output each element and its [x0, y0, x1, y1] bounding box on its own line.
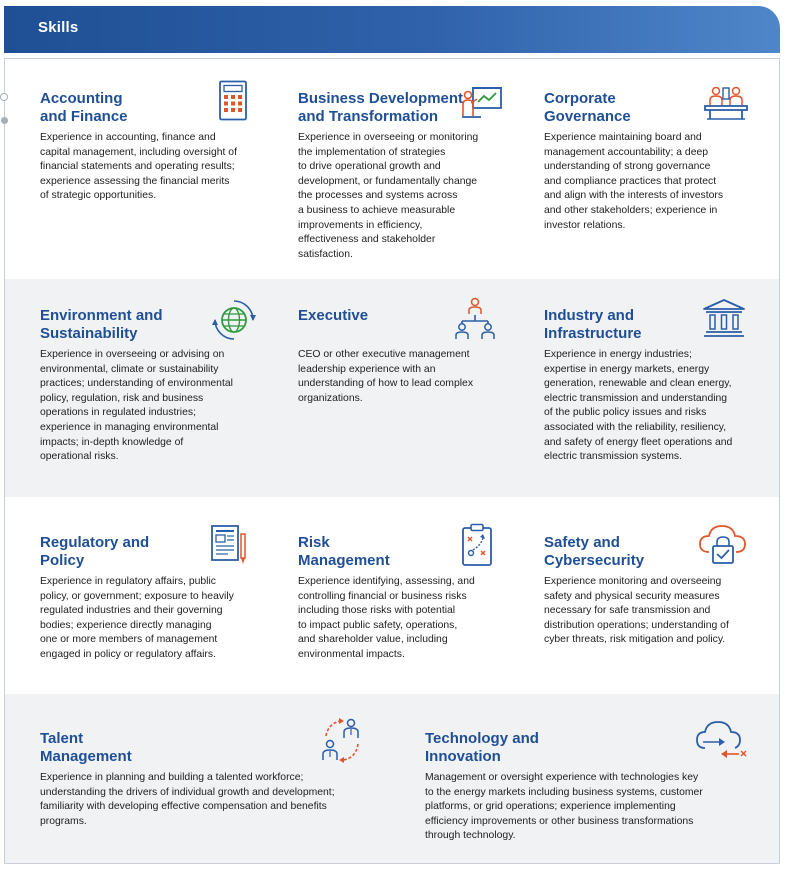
title-line: and Finance — [40, 108, 128, 125]
title-line: Innovation — [425, 748, 501, 765]
desc-line: platforms, or grid operations; experience implementing — [425, 801, 676, 813]
title-line: Sustainability — [40, 325, 138, 342]
title-line: Cybersecurity — [544, 552, 645, 569]
calculator-icon — [218, 80, 248, 122]
desc-line: environmental, climate or sustainability — [40, 363, 219, 375]
desc-line: regulated industries and their governing — [40, 605, 223, 617]
globe-icon — [212, 298, 256, 342]
desc-line: and other stakeholders; experience in — [544, 204, 718, 216]
skills-header — [4, 6, 780, 53]
card-title — [544, 307, 642, 343]
card-title — [40, 730, 132, 766]
desc-line: and safety of energy fleet operations and — [544, 436, 733, 448]
desc-line: organizations. — [298, 392, 363, 404]
desc-line: through technology. — [425, 830, 516, 842]
card-description — [544, 131, 723, 233]
timeline-dot-open — [0, 93, 8, 101]
desc-line: to the energy markets including business systems, customer — [425, 786, 703, 798]
building-icon — [702, 298, 746, 338]
desc-line: capital management, including oversight of — [40, 146, 237, 158]
desc-line: Experience in planning and building a talented workforce; — [40, 772, 304, 783]
timeline-line — [4, 101, 5, 118]
card-description — [544, 348, 732, 465]
title-line: Environment and — [40, 307, 163, 324]
card-title — [544, 90, 631, 126]
desc-line: Experience in regulatory affairs, public — [40, 576, 216, 587]
desc-line: investor relations. — [544, 219, 626, 231]
desc-line: of strategic opportunities. — [40, 190, 157, 202]
desc-line: Experience in accounting, finance and — [40, 132, 216, 143]
desc-line: to impact public safety, operations, — [298, 619, 458, 631]
desc-line: Experience monitoring and overseeing — [544, 576, 722, 587]
desc-line: and compliance practices that protect — [544, 175, 717, 187]
card-title — [40, 90, 128, 126]
desc-line: Experience in overseeing or monitoring — [298, 132, 479, 143]
card-description — [298, 131, 478, 262]
desc-line: bodies; experience directly managing — [40, 619, 212, 631]
card-description — [298, 575, 475, 663]
title-line: Technology and — [425, 730, 539, 747]
presentation-icon — [461, 86, 503, 120]
title-line: Corporate — [544, 90, 616, 107]
card-description — [544, 575, 729, 648]
title-line: Regulatory and — [40, 534, 150, 551]
boardroom-icon — [703, 84, 749, 122]
document-pen-icon — [210, 524, 250, 566]
desc-line: Experience identifying, assessing, and — [298, 576, 475, 587]
desc-line: and shareholder value, including — [298, 634, 448, 646]
desc-line: electric transmission and understanding — [544, 392, 728, 404]
desc-line: environmental impacts. — [298, 648, 405, 660]
desc-line: CEO or other executive management — [298, 349, 470, 360]
desc-line: the processes and systems across — [298, 190, 458, 202]
desc-line: a business to achieve measurable — [298, 204, 456, 216]
title-line: Industry and — [544, 307, 635, 324]
desc-line: electric transmission systems. — [544, 451, 682, 463]
card-description — [425, 771, 703, 844]
desc-line: efficiency improvements or other business transformations — [425, 815, 694, 827]
timeline-dot-filled — [1, 117, 8, 124]
card-title — [40, 307, 163, 343]
desc-line: policy, regulation, risk and business — [40, 392, 204, 404]
desc-line: familiarity with developing effective compensation and benefits — [40, 801, 327, 813]
card-title — [544, 534, 644, 570]
clipboard-strategy-icon — [461, 523, 493, 567]
card-description — [40, 348, 233, 465]
desc-line: engaged in policy or regulatory affairs. — [40, 648, 216, 660]
card-title — [298, 534, 390, 570]
card-description — [40, 771, 335, 829]
title-line: Executive — [298, 307, 369, 324]
title-line: Governance — [544, 108, 631, 125]
desc-line: understanding the drivers of individual growth and development; — [40, 786, 335, 798]
title-line: Policy — [40, 552, 85, 569]
desc-line: to drive operational growth and — [298, 161, 441, 173]
org-chart-icon — [453, 297, 497, 341]
desc-line: effectiveness and stakeholder — [298, 234, 436, 246]
desc-line: practices; understanding of environmental — [40, 378, 233, 390]
card-title — [40, 534, 149, 570]
title-line: Risk — [298, 534, 330, 551]
desc-line: management accountability; a deep — [544, 146, 709, 158]
desc-line: understanding of strong governance — [544, 161, 711, 173]
desc-line: financial statements and operating results; — [40, 161, 235, 173]
desc-line: generation, renewable and clean energy, — [544, 378, 732, 390]
title-line: Infrastructure — [544, 325, 642, 342]
card-title — [298, 90, 463, 126]
desc-line: safety and physical security measures — [544, 590, 720, 602]
desc-line: including those risks with potential — [298, 605, 456, 617]
card-description — [40, 131, 237, 204]
title-line: Management — [40, 748, 132, 765]
desc-line: Experience in overseeing or advising on — [40, 349, 225, 360]
desc-line: development, or fundamentally change — [298, 175, 478, 187]
desc-line: expertise in energy markets, energy — [544, 363, 710, 375]
desc-line: programs. — [40, 815, 87, 827]
desc-line: the implementation of strategies — [298, 146, 446, 158]
desc-line: associated with the reliability, resiliency, — [544, 421, 727, 433]
desc-line: necessary for safe transmission and — [544, 605, 711, 617]
desc-line: experience in managing environmental — [40, 421, 219, 433]
card-description — [298, 348, 473, 406]
card-title — [298, 307, 368, 325]
desc-line: controlling financial or business risks — [298, 590, 467, 602]
desc-line: policy, or government; exposure to heavily — [40, 590, 234, 602]
title-line: Safety and — [544, 534, 620, 551]
header-title: Skills — [38, 19, 79, 36]
desc-line: distribution operations; understanding of — [544, 619, 729, 631]
desc-line: improvements in efficiency, — [298, 219, 423, 231]
desc-line: Experience maintaining board and — [544, 132, 702, 143]
title-line: Business Development — [298, 90, 464, 107]
desc-line: operations in regulated industries; — [40, 407, 196, 419]
title-line: Management — [298, 552, 390, 569]
desc-line: satisfaction. — [298, 248, 353, 260]
title-line: Accounting — [40, 90, 123, 107]
title-line: and Transformation — [298, 108, 439, 125]
desc-line: operational risks. — [40, 451, 119, 463]
card-title — [425, 730, 539, 766]
desc-line: of the public policy issues and risks — [544, 407, 707, 419]
desc-line: and align with the interests of investors — [544, 190, 724, 202]
desc-line: cyber threats, risk mitigation and policy. — [544, 634, 726, 646]
cloud-lock-icon — [697, 522, 749, 566]
desc-line: Management or oversight experience with technologies key — [425, 772, 699, 783]
desc-line: experience assessing the financial merits — [40, 175, 230, 187]
cloud-transfer-icon — [695, 718, 749, 762]
card-description — [40, 575, 234, 663]
desc-line: one or more members of management — [40, 634, 218, 646]
desc-line: leadership experience with an — [298, 363, 436, 375]
title-line: Talent — [40, 730, 84, 747]
desc-line: impacts; in-depth knowledge of — [40, 436, 184, 448]
desc-line: understanding of how to lead complex — [298, 378, 474, 390]
people-exchange-icon — [318, 716, 364, 764]
desc-line: Experience in energy industries; — [544, 349, 692, 360]
